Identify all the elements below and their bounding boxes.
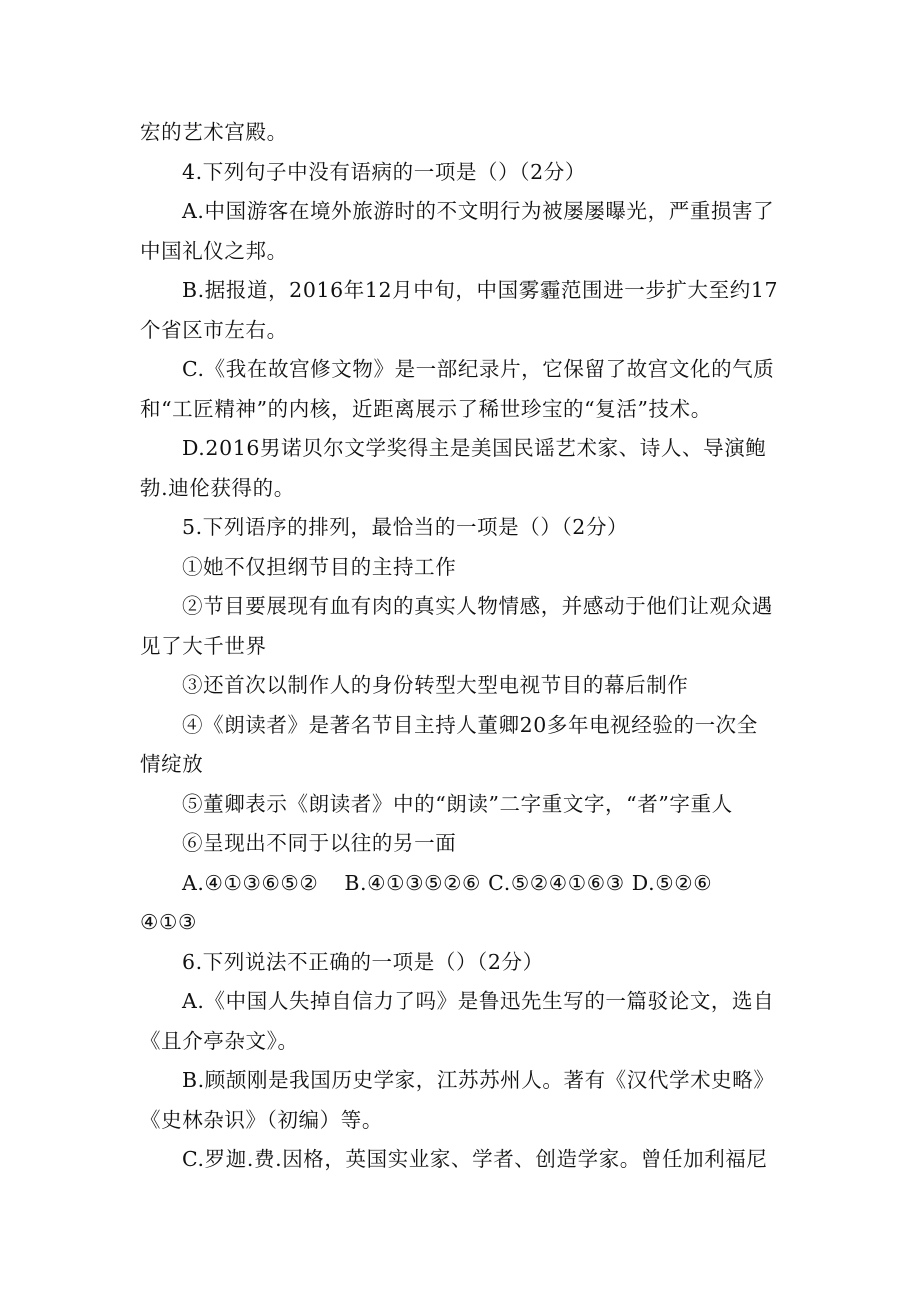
question-4-option-a: A.中国游客在境外旅游时的不文明行为被屡屡曝光，严重损害了: [182, 199, 775, 223]
question-5-sentence-4-continued: 情绽放: [140, 752, 204, 776]
question-4-option-d: D.2016男诺贝尔文学奖得主是美国民谣艺术家、诗人、导演鲍: [182, 436, 767, 460]
question-5-sentence-2: ②节目要展现有血有肉的真实人物情感，并感动于他们让观众遇: [182, 594, 773, 618]
question-4-option-c-continued: 和“工匠精神”的内核，近距离展示了稀世珍宝的“复活”技术。: [140, 396, 712, 421]
question-5-stem: 5.下列语序的排列，最恰当的一项是（）（2分）: [182, 515, 629, 539]
question-4-option-d-continued: 勃.迪伦获得的。: [140, 475, 295, 500]
question-5-sentence-4: ④《朗读者》是著名节目主持人董卿20多年电视经验的一次全: [182, 712, 758, 737]
question-4-option-a-continued: 中国礼仪之邦。: [140, 238, 288, 263]
question-5-options-bcd: B.④①③⑤②⑥ C.⑤②④①⑥③ D.⑤②⑥: [344, 870, 713, 895]
question-5-option-a: A.④①③⑥⑤②: [182, 870, 319, 895]
question-6-option-b-continued: 《史林杂识》（初编）等。: [140, 1107, 383, 1132]
question-6-option-a: A.《中国人失掉自信力了吗》是鲁迅先生写的一篇驳论文，选自: [182, 989, 775, 1013]
question-4-option-b: B.据报道，2016年12月中旬，中国雾霾范围进一步扩大至约17: [182, 278, 779, 302]
question-5-sentence-5: ⑤董卿表示《朗读者》中的“朗读”二字重文字，“者”字重人: [182, 791, 733, 816]
question-4-option-b-continued: 个省区市左右。: [140, 317, 288, 342]
question-4-option-c: C.《我在故宫修文物》是一部纪录片，它保留了故宫文化的气质: [182, 357, 775, 381]
question-6-option-a-continued: 《且介亭杂文》。: [140, 1028, 299, 1053]
question-6-option-b: B.顾颉刚是我国历史学家，江苏苏州人。著有《汉代学术史略》: [182, 1068, 775, 1092]
document-body: [140, 113, 785, 1180]
text-line: 宏的艺术宫殿。: [140, 120, 288, 144]
question-6-option-c: C.罗迦.费.因格，英国实业家、学者、创造学家。曾任加利福尼: [182, 1147, 768, 1171]
question-6-stem: 6.下列说法不正确的一项是（）（2分）: [182, 949, 544, 974]
question-4-stem: 4.下列句子中没有语病的一项是（）（2分）: [182, 159, 586, 184]
question-5-sentence-1: ①她不仅担纲节目的主持工作: [182, 554, 457, 579]
question-5-sentence-3: ③还首次以制作人的身份转型大型电视节目的幕后制作: [182, 673, 689, 697]
question-5-sentence-2-continued: 见了大千世界: [140, 633, 267, 658]
question-5-options-continued: ④①③: [140, 910, 197, 934]
question-5-sentence-6: ⑥呈现出不同于以往的另一面: [182, 831, 457, 855]
question-5-options: [140, 864, 785, 904]
